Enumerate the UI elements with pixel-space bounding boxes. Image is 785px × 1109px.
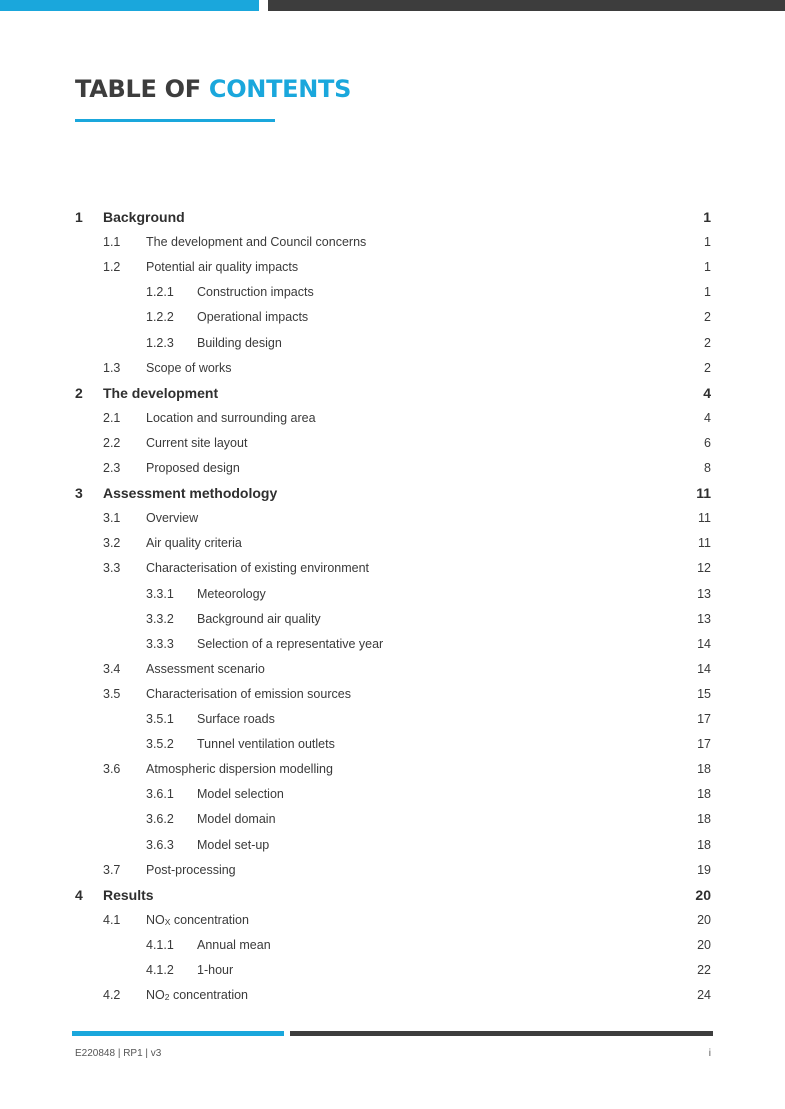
page-title-part2: CONTENTS — [208, 75, 352, 103]
toc-entry[interactable] — [0, 406, 785, 431]
toc-entry-title: Potential air quality impacts — [146, 260, 299, 275]
toc-entry-page: 4 — [703, 384, 711, 401]
toc-entry-page: 18 — [697, 787, 711, 802]
toc-entry-page: 14 — [697, 661, 711, 676]
toc-entry[interactable] — [0, 582, 785, 607]
toc-entry-page: 1 — [704, 285, 711, 300]
toc-entry[interactable] — [0, 883, 785, 908]
toc-entry-title — [146, 983, 248, 1010]
toc-entry-title: Characterisation of emission sources — [146, 686, 351, 701]
toc-entry-number: 1.2 — [103, 260, 121, 275]
toc-entry-number: 1.2.2 — [146, 310, 174, 325]
header-accent-bar-dark — [268, 0, 785, 11]
toc-entry-title: Proposed design — [146, 461, 240, 475]
toc-entry-page: 11 — [698, 511, 711, 526]
toc-entry-title: Current site layout — [146, 435, 248, 450]
footer-document-reference: E220848 | RP1 | v3 — [75, 1048, 162, 1059]
toc-entry-page: 17 — [697, 737, 711, 752]
toc-entry-number: 2.1 — [103, 410, 121, 425]
toc-entry[interactable] — [0, 280, 785, 305]
toc-entry-number: 3.3.1 — [146, 586, 174, 601]
toc-entry-number: 3.7 — [103, 862, 121, 877]
toc-entry-page: 6 — [704, 435, 711, 450]
toc-entry-title: Model set-up — [197, 837, 270, 852]
toc-entry[interactable] — [0, 556, 785, 581]
toc-entry-page: 20 — [697, 937, 711, 952]
toc-entry[interactable] — [0, 607, 785, 632]
toc-entry[interactable] — [0, 305, 785, 330]
toc-entry-number: 1 — [75, 209, 83, 225]
toc-entry-number: 4 — [75, 886, 83, 903]
toc-entry[interactable] — [0, 682, 785, 707]
toc-entry-page: 18 — [697, 812, 711, 827]
toc-entry-title: Annual mean — [197, 937, 271, 952]
toc-entry-title: Air quality criteria — [146, 536, 242, 551]
toc-entry-title — [146, 908, 249, 935]
toc-entry-title: Scope of works — [146, 360, 232, 375]
toc-entry-title: Model domain — [197, 812, 276, 827]
toc-entry-number: 3.3.2 — [146, 611, 174, 626]
toc-entry[interactable] — [0, 481, 785, 506]
toc-entry-title: Background — [103, 209, 185, 225]
toc-entry[interactable] — [0, 858, 785, 883]
toc-entry-number: 3.6.2 — [146, 812, 174, 827]
toc-entry-page: 2 — [704, 310, 711, 325]
toc-entry[interactable] — [0, 431, 785, 456]
toc-entry-number: 3.3 — [103, 561, 121, 576]
toc-entry-title: Selection of a representative year — [197, 636, 384, 651]
toc-entry[interactable] — [0, 331, 785, 356]
toc-entry-title: Construction impacts — [197, 285, 314, 300]
toc-entry[interactable] — [0, 807, 785, 832]
toc-entry[interactable] — [0, 230, 785, 255]
toc-entry-title: Results — [103, 886, 154, 903]
toc-entry-title-main: NO — [146, 988, 165, 1003]
page-title — [75, 74, 351, 104]
toc-entry[interactable] — [0, 456, 785, 481]
header-accent-bar-blue — [0, 0, 259, 11]
toc-entry-number: 3.6.1 — [146, 787, 174, 802]
toc-entry-number: 3.5.2 — [146, 737, 174, 752]
toc-entry-number: 3.5 — [103, 686, 121, 701]
toc-entry-page: 22 — [697, 963, 711, 977]
toc-entry[interactable] — [0, 205, 785, 230]
toc-entry-title-rest: concentration — [170, 912, 249, 927]
toc-entry-number: 3.1 — [103, 511, 121, 526]
toc-entry[interactable] — [0, 356, 785, 381]
toc-entry-page: 18 — [697, 837, 711, 852]
toc-entry-page: 13 — [697, 611, 711, 626]
toc-entry-title: Background air quality — [197, 611, 321, 626]
toc-entry-number: 2 — [75, 384, 83, 401]
toc-entry-number: 1.2.1 — [146, 285, 174, 300]
toc-entry-page: 2 — [704, 360, 711, 375]
toc-entry-title: The development and Council concerns — [146, 235, 367, 250]
toc-entry-title: Meteorology — [197, 586, 266, 601]
toc-entry-number: 3.5.1 — [146, 712, 174, 726]
toc-entry-page: 13 — [697, 586, 711, 601]
toc-entry-title: Building design — [197, 335, 282, 350]
toc-entry-title: Overview — [146, 511, 199, 526]
toc-entry-page: 18 — [697, 762, 711, 777]
toc-entry[interactable] — [0, 757, 785, 782]
toc-entry-title: Operational impacts — [197, 310, 309, 325]
toc-entry-number: 3.4 — [103, 661, 121, 676]
toc-entry-number: 4.1.1 — [146, 937, 174, 952]
toc-entry-page: 1 — [703, 209, 711, 225]
toc-entry-title: Assessment methodology — [103, 485, 278, 502]
toc-entry-number: 1.2.3 — [146, 335, 174, 350]
toc-entry-title: 1-hour — [197, 963, 234, 977]
toc-entry-title-rest: concentration — [169, 988, 249, 1003]
toc-entry-title: Assessment scenario — [146, 661, 265, 676]
toc-entry-number: 3.2 — [103, 536, 121, 551]
toc-entry-page: 24 — [697, 988, 711, 1003]
toc-entry-page: 8 — [704, 461, 711, 475]
toc-entry-title: Tunnel ventilation outlets — [197, 737, 335, 752]
toc-entry[interactable] — [0, 833, 785, 858]
toc-entry-title: Location and surrounding area — [146, 410, 316, 425]
toc-entry[interactable] — [0, 782, 785, 807]
toc-entry[interactable] — [0, 506, 785, 531]
toc-entry-page: 1 — [704, 260, 711, 275]
toc-entry-title: Atmospheric dispersion modelling — [146, 762, 333, 777]
toc-entry-number: 3 — [75, 485, 83, 502]
toc-entry-number: 3.3.3 — [146, 636, 174, 651]
toc-entry-title: The development — [103, 384, 219, 401]
toc-entry-number: 2.3 — [103, 461, 121, 475]
toc-entry-page: 17 — [697, 712, 711, 726]
toc-entry-number: 4.1.2 — [146, 963, 174, 977]
toc-entry-page: 15 — [697, 686, 711, 701]
toc-entry-number: 4.1 — [103, 912, 121, 927]
toc-entry-page: 1 — [704, 235, 711, 250]
footer-accent-bar-blue — [72, 1031, 284, 1036]
toc-entry-number: 4.2 — [103, 988, 121, 1003]
toc-entry-title: Characterisation of existing environment — [146, 561, 370, 576]
toc-entry-page: 2 — [704, 335, 711, 350]
toc-entry[interactable] — [0, 657, 785, 682]
toc-entry[interactable] — [0, 707, 785, 732]
toc-entry[interactable] — [0, 632, 785, 657]
toc-entry-page: 20 — [697, 912, 711, 927]
toc-entry-page: 14 — [697, 636, 711, 651]
toc-entry[interactable] — [0, 255, 785, 280]
toc-entry[interactable] — [0, 531, 785, 556]
toc-entry-title: Model selection — [197, 787, 284, 802]
toc-entry-title-subscript: X — [164, 916, 171, 927]
toc-entry[interactable] — [0, 983, 785, 1008]
toc-entry-page: 11 — [698, 536, 711, 551]
footer-page-number: i — [708, 1048, 711, 1059]
toc-entry-title: Surface roads — [197, 712, 275, 726]
toc-entry-number: 1.1 — [103, 235, 121, 250]
toc-entry-page: 12 — [697, 561, 711, 576]
toc-entry[interactable] — [0, 958, 785, 983]
title-underline — [75, 119, 275, 122]
toc-entry-page: 19 — [697, 862, 711, 877]
toc-entry[interactable] — [0, 908, 785, 933]
toc-entry[interactable] — [0, 381, 785, 406]
toc-entry-page: 20 — [695, 886, 711, 903]
footer-accent-bar-dark — [290, 1031, 713, 1036]
toc-entry-page: 4 — [704, 410, 711, 425]
toc-entry-number: 2.2 — [103, 435, 121, 450]
toc-entry-number: 3.6 — [103, 762, 121, 777]
toc-entry-title: Post-processing — [146, 862, 236, 877]
toc-entry-title-subscript: 2 — [164, 992, 170, 1003]
toc-entry-number: 1.3 — [103, 360, 121, 375]
toc-entry[interactable] — [0, 732, 785, 757]
page-title-part1: TABLE OF — [75, 75, 209, 103]
toc-entry-page: 11 — [696, 485, 711, 502]
toc-entry-number: 3.6.3 — [146, 837, 174, 852]
toc-entry[interactable] — [0, 933, 785, 958]
toc-entry-title-main: NO — [146, 912, 165, 927]
